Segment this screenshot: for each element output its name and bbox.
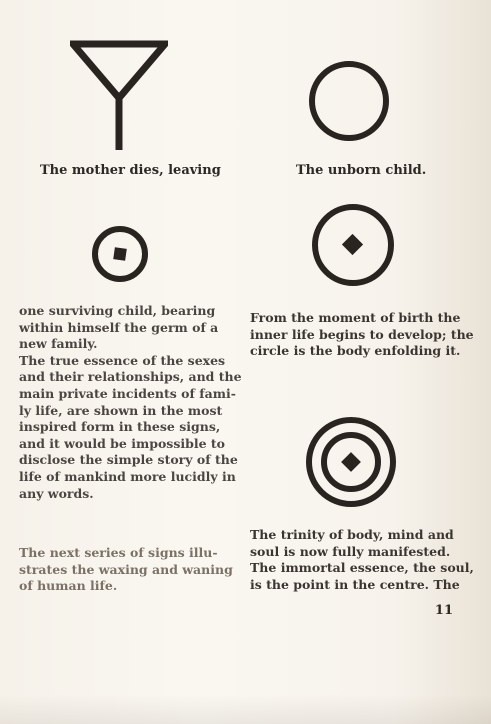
text-line: strates the waxing and waning (19, 561, 233, 577)
text-line: and it would be impossible to (19, 435, 226, 451)
text-line: inner life begins to develop; the (250, 326, 474, 342)
text-line: inspired form in these signs, (19, 419, 221, 435)
text-line: From the moment of birth the (250, 310, 461, 325)
text-line: of human life. (19, 578, 118, 594)
text-line: The immortal essence, the soul, (250, 560, 474, 576)
text-line: circle is the body enfolding it. (250, 343, 461, 359)
page-number: 11 (434, 603, 453, 618)
left-paragraph-1 (19, 303, 242, 502)
text-line: The trinity of body, mind and (250, 527, 454, 542)
text-line: disclose the simple story of the (19, 452, 238, 468)
right-paragraph-2 (250, 527, 475, 593)
y-symbol-icon (70, 40, 168, 152)
text-line: new family. (19, 336, 98, 352)
text-line: one surviving child, bearing (19, 303, 216, 318)
text-line: main private incidents of fami- (19, 385, 236, 401)
circle-with-dot-icon (91, 225, 149, 283)
double-circle-with-diamond-icon (305, 416, 397, 508)
text-line: life of mankind more lucidly in (19, 468, 236, 484)
text-line: any words. (19, 485, 94, 501)
text-line: The true essence of the sexes (19, 352, 226, 368)
caption-unborn: The unborn child. (296, 163, 427, 178)
left-paragraph-2 (19, 545, 237, 595)
right-paragraph-1 (250, 310, 475, 360)
text-line: and their relationships, and the (19, 369, 242, 385)
text-line: The next series of signs illu- (19, 545, 218, 560)
text-line: within himself the germ of a (19, 319, 219, 335)
caption-mother: The mother dies, leaving (40, 163, 221, 178)
circle-with-diamond-icon (311, 203, 395, 287)
circle-icon (308, 60, 390, 142)
text-line: is the point in the centre. The (250, 576, 460, 592)
text-line: soul is now fully manifested. (250, 543, 451, 559)
text-line: ly life, are shown in the most (19, 402, 223, 418)
